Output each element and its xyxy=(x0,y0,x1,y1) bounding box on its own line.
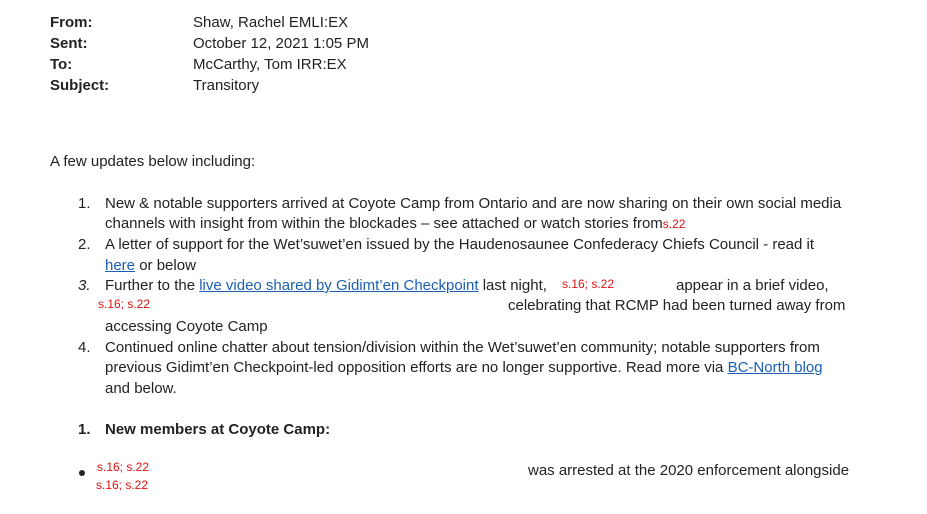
bullet-text: was arrested at the 2020 enforcement alongside xyxy=(528,462,850,479)
bc-north-blog-link[interactable]: BC-North blog xyxy=(727,359,823,376)
item-1-line1: New & notable supporters arrived at Coyote Camp from Ontario and are now sharing on their own social media xyxy=(105,195,842,212)
item-3-text-b: celebrating that RCMP had been turned away from xyxy=(508,297,846,314)
item-1-number: 1. xyxy=(78,195,91,212)
here-link[interactable]: here xyxy=(105,257,136,274)
item-1-line2 xyxy=(105,214,685,234)
subject-row xyxy=(50,75,369,96)
sent-row xyxy=(50,33,369,54)
redaction-stamp: s.22 xyxy=(662,217,686,231)
redaction-stamp: s.16; s.22 xyxy=(562,277,615,291)
item-3-after-link: last night, xyxy=(478,277,547,294)
item-4-line3: and below. xyxy=(105,380,177,397)
to-row xyxy=(50,54,369,75)
item-3-line1 xyxy=(105,276,547,296)
item-4-line2-text: previous Gidimt’en Checkpoint-led opposition efforts are no longer supportive. Read more via xyxy=(105,359,728,376)
sent-value: October 12, 2021 1:05 PM xyxy=(193,35,369,52)
redaction-stamp: s.16; s.22 xyxy=(97,460,150,474)
subject-label: Subject: xyxy=(50,77,110,94)
item-2-number: 2. xyxy=(78,236,91,253)
redaction-stamp: s.16; s.22 xyxy=(98,297,151,311)
to-value: McCarthy, Tom IRR:EX xyxy=(193,56,347,73)
redaction-stamp: s.16; s.22 xyxy=(96,478,149,492)
item-3-line3: accessing Coyote Camp xyxy=(105,318,268,335)
item-2-line1: A letter of support for the Wet’suwet’en issued by the Haudenosaunee Confederacy Chiefs Council - read it xyxy=(105,236,815,253)
item-4-line1: Continued online chatter about tension/division within the Wet’suwet’en community; notable supporters from xyxy=(105,339,820,356)
item-4-number: 4. xyxy=(78,339,91,356)
from-row xyxy=(50,12,369,33)
intro-text: A few updates below including: xyxy=(50,153,256,170)
bullet-dot xyxy=(79,470,85,476)
subject-value: Transitory xyxy=(193,77,260,94)
gidimten-video-link[interactable]: live video shared by Gidimt’en Checkpoint xyxy=(199,277,479,294)
to-label: To: xyxy=(50,56,73,73)
item-4-line2 xyxy=(105,358,823,378)
from-value: Shaw, Rachel EMLI:EX xyxy=(193,14,349,31)
section-title: New members at Coyote Camp: xyxy=(105,421,331,438)
from-label: From: xyxy=(50,14,93,31)
email-header xyxy=(50,12,369,96)
item-2-line2 xyxy=(105,256,196,276)
section-number: 1. xyxy=(78,421,91,438)
item-3-before-link: Further to the xyxy=(105,277,200,294)
item-2-line2-text: or below xyxy=(135,257,196,274)
item-3-text-a: appear in a brief video, xyxy=(676,277,829,294)
sent-label: Sent: xyxy=(50,35,88,52)
item-3-number: 3. xyxy=(78,277,91,294)
item-1-line2-text: channels with insight from within the blockades – see attached or watch stories from xyxy=(105,215,663,232)
